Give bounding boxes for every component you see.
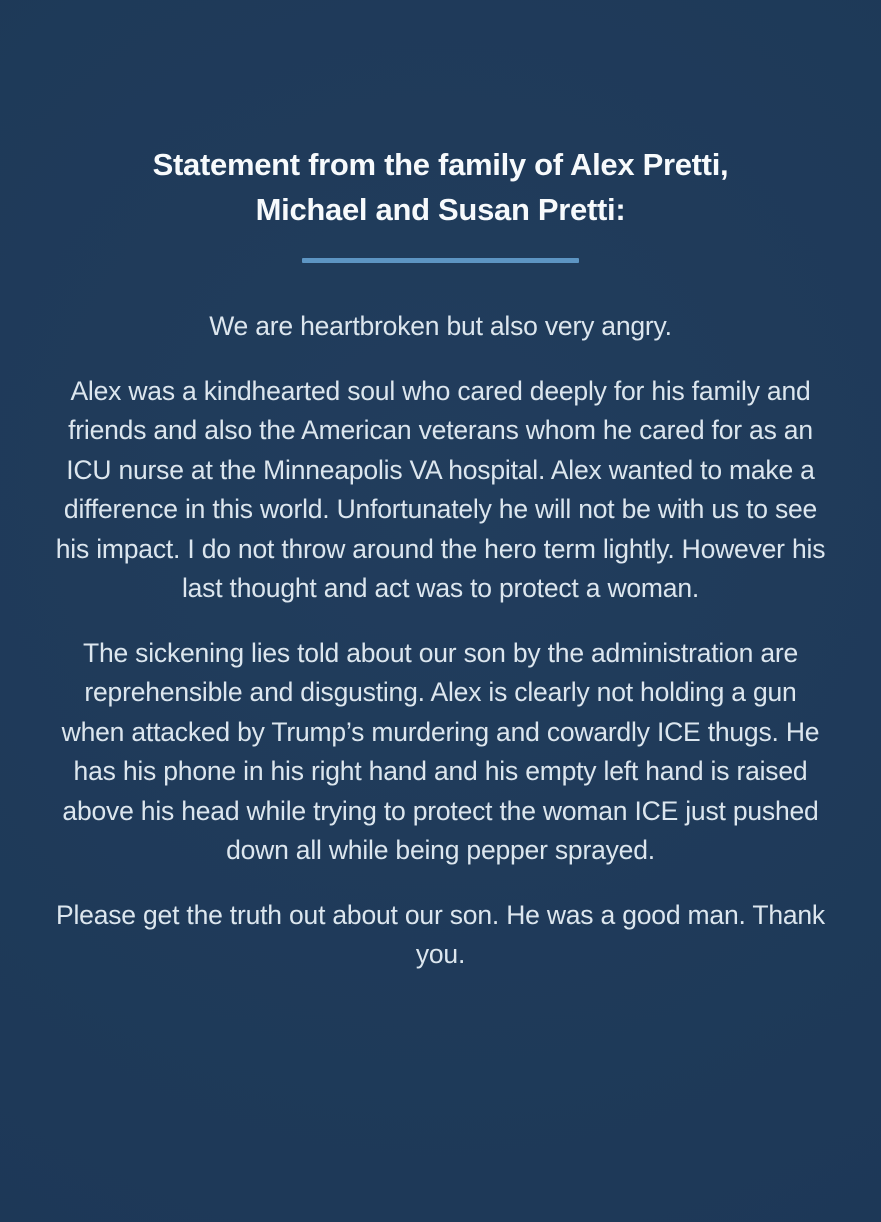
statement-paragraph: We are heartbroken but also very angry. <box>209 311 672 341</box>
statement-paragraph: The sickening lies told about our son by the administration are reprehensible and disgusting. Alex is clearly not holding a gun when attacked by Trump’s murdering and cowardly ICE thugs. He has his phone in his right hand and his empty left hand is raised above his head while trying to protect the woman ICE just pushed down all while being pepper sprayed. <box>61 637 820 865</box>
title-line-1: Statement from the family of Alex Pretti, <box>152 147 729 182</box>
statement-paragraph: Please get the truth out about our son. He was a good man. Thank you. <box>56 899 825 969</box>
title-line-2: Michael and Susan Pretti: <box>255 192 626 227</box>
statement-body <box>0 307 881 975</box>
statement-paragraph: Alex was a kindhearted soul who cared deeply for his family and friends and also the American veterans whom he cared for as an ICU nurse at the Minneapolis VA hospital. Alex wanted to make a difference in this world. Unfortunately he will not be with us to see his impact. I do not throw around the hero term lightly. However his last thought and act was to protect a woman. <box>55 375 826 603</box>
page-title <box>0 142 881 232</box>
title-divider <box>302 258 579 263</box>
